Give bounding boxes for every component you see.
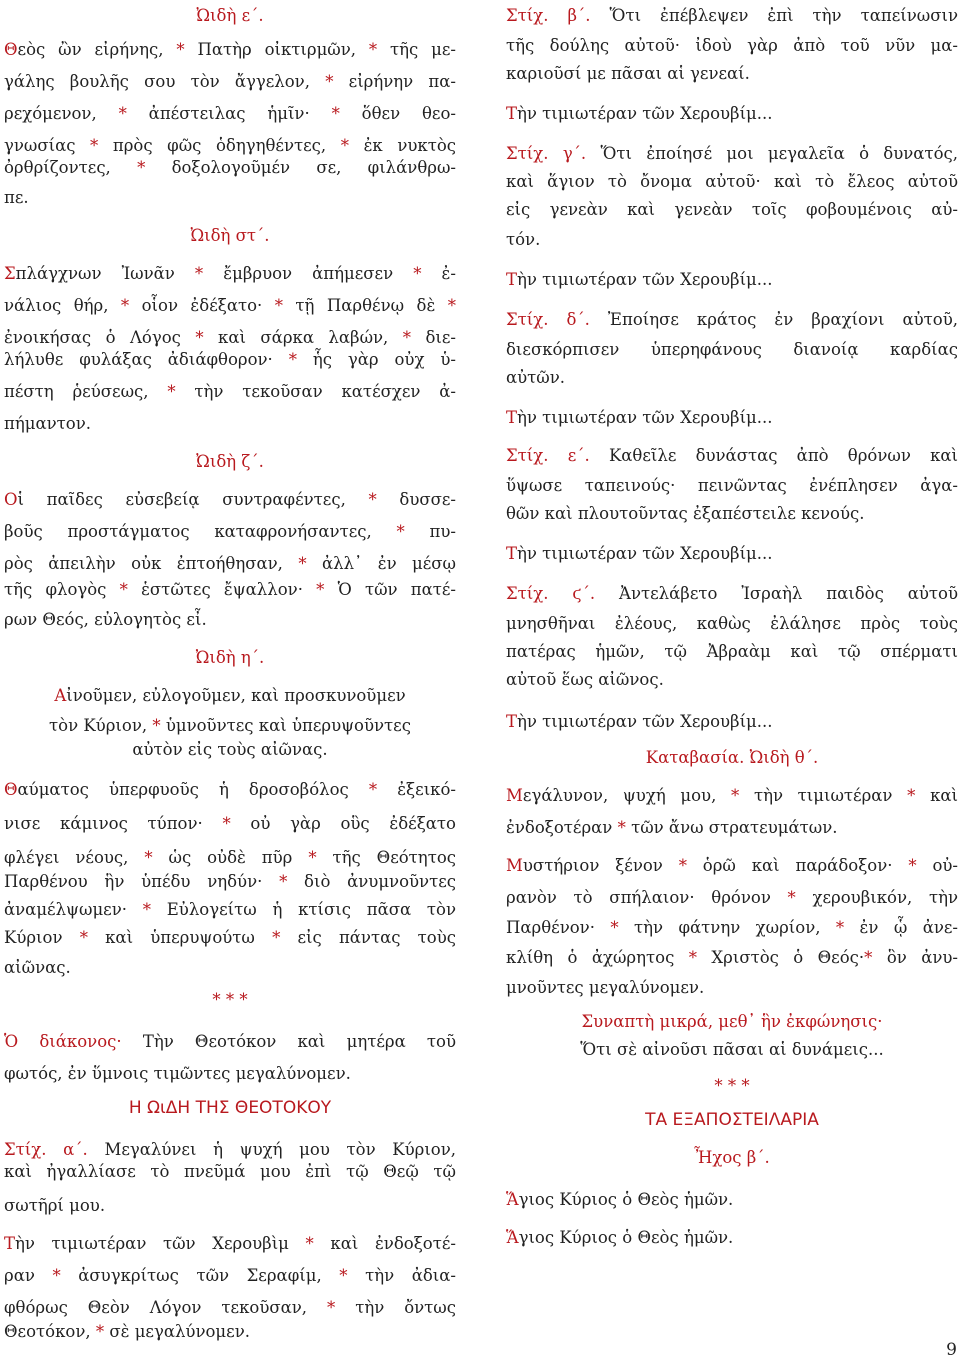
left-line (4, 382, 456, 402)
right-line: ὕψωσε ταπεινούς· πεινῶντας ἐνέπλησεν ἀγα- (506, 476, 958, 495)
rubric-text: * (90, 136, 99, 155)
left-line: Ὠιδὴ ζ΄. (196, 452, 264, 471)
right-line (506, 104, 958, 124)
text-segment: τὴν φάτνην χωρίον, (618, 918, 836, 937)
text-segment: εἰς πάντας τοὺς (280, 928, 456, 947)
rubric-text: Τ (506, 544, 518, 563)
right-line (506, 948, 958, 968)
text-segment: Μεγαλύνει ἡ ψυχή μου τὸν Κύριον, (87, 1140, 456, 1159)
rubric-text: Στίχ. ϛ΄. (506, 584, 596, 603)
text-segment: πέστη ῥεύσεως, (4, 382, 168, 401)
left-line: φωτός, ἐν ὕμνοις τιμῶντες μεγαλύνομεν. (4, 1064, 351, 1083)
text-segment: ἱ παῖδες εὐσεβείᾳ συντραφέντες, (17, 490, 369, 509)
text-segment: γιος Κύριος ὁ Θεὸς ἡμῶν. (518, 1228, 734, 1247)
right-line (506, 6, 958, 26)
text-segment: ἧς γὰρ οὐχ ὑ- (296, 350, 456, 369)
left-line (4, 72, 456, 92)
rubric-text: * (52, 1266, 61, 1285)
left-line (4, 1140, 456, 1160)
rubric-text: * (787, 888, 796, 907)
text-segment: βοῦς προστάγματος καταφρονήσαντες, (4, 522, 397, 541)
text-segment: Ὁ τῶν πατέ- (324, 580, 456, 599)
right-line (506, 856, 958, 876)
text-segment: ὀρθρίζοντες, (4, 158, 138, 177)
left-line: καὶ ἠγαλλίασε τὸ πνεῦμά μου ἐπὶ τῷ Θεῷ τῷ (4, 1162, 456, 1181)
rubric-text: Σ (4, 264, 16, 283)
rubric-text: Ἅ (506, 1228, 519, 1247)
rubric-text: * (167, 382, 176, 401)
text-segment: ἰνοῦμεν, εὐλογοῦμεν, καὶ προσκυνοῦμεν (66, 686, 406, 705)
text-segment: πρὸς φῶς ὁδηγηθέντες, (98, 136, 341, 155)
text-segment: Ὅτι ἐπέβλεψεν ἐπὶ τὴν ταπείνωσιν (590, 6, 958, 25)
rubric-text: Μ (506, 786, 523, 805)
text-segment: δυσσε- (376, 490, 457, 509)
left-line (4, 780, 456, 800)
rubric-text: * (176, 40, 185, 59)
text-segment: Παρθένου ἣν ὑπέδυ νηδύν· (4, 872, 280, 891)
left-line: Ὠιδὴ ε΄. (196, 6, 264, 25)
left-line: Ὠιδὴ η΄. (195, 648, 265, 667)
rubric-text: * (272, 928, 281, 947)
text-segment: ὴν τιμιωτέραν τῶν Χερουβίμ... (517, 712, 773, 731)
text-segment: ἑστῶτες ἔψαλλον· (127, 580, 317, 599)
text-segment: ἔμβρυον ἀπήμεσεν (203, 264, 414, 283)
rubric-text: * (908, 856, 917, 875)
left-line (4, 554, 456, 574)
right-line (506, 818, 958, 838)
left-line (4, 928, 456, 948)
right-line (506, 1228, 958, 1248)
left-line (4, 814, 456, 834)
text-segment: αύματος ὑπερφυοῦς ἡ δροσοβόλος (17, 780, 369, 799)
text-segment: ἐνοικήσας ὁ Λόγος (4, 328, 196, 347)
text-segment: νάλιος θήρ, (4, 296, 121, 315)
text-segment: ὑμνοῦντες καὶ ὑπερυψοῦντες (160, 716, 411, 735)
right-line: τῆς δούλης αὐτοῦ· ἰδοὺ γὰρ ἀπὸ τοῦ νῦν μα- (506, 36, 958, 55)
right-line: αὐτῶν. (506, 368, 566, 387)
left-line: πε. (4, 188, 29, 207)
right-line: Ὅτι σὲ αἰνοῦσι πᾶσαι αἱ δυνάμεις... (580, 1040, 884, 1059)
rubric-text: * (678, 856, 687, 875)
left-line (4, 296, 456, 316)
rubric-text: * (368, 780, 378, 799)
right-line (506, 786, 958, 806)
rubric-text: * (835, 918, 845, 937)
left-line (4, 872, 456, 892)
text-segment: γάλης βουλῆς σου τὸν ἄγγελον, (4, 72, 326, 91)
left-line: ρων Θεός, εὐλογητὸς εἶ. (4, 610, 207, 629)
text-segment: νισε κάμινος τύπον· (4, 814, 223, 833)
left-line (4, 1322, 456, 1342)
rubric-text: * (402, 328, 412, 347)
right-line (506, 446, 958, 466)
text-segment: οὐ- (916, 856, 958, 875)
text-segment: ὴν τιμιωτέραν τῶν Χερουβίμ... (517, 270, 773, 289)
rubric-text: Θ (4, 780, 18, 799)
left-line (4, 716, 456, 736)
text-segment: καὶ ὑπερυψούτω (87, 928, 273, 947)
text-segment: πυ- (404, 522, 456, 541)
left-line (4, 158, 456, 178)
text-segment: δοξολογοῦμέν σε, φιλάνθρω- (145, 158, 456, 177)
rubric-text: * (368, 40, 378, 59)
left-line (4, 848, 456, 868)
text-segment: Ἐποίησε κράτος ἐν βραχίονι αὐτοῦ, (589, 310, 958, 329)
text-segment: ρανὸν τὸ σπήλαιον· θρόνον (506, 888, 788, 907)
rubric-text: * (688, 948, 697, 967)
right-line (506, 408, 958, 428)
left-line (4, 104, 456, 124)
left-line (4, 40, 456, 60)
text-segment: λήλυθε φυλάξας ἀδιάφθορον· (4, 350, 289, 369)
left-line (4, 490, 456, 510)
text-segment: εἰρήνην πα- (333, 72, 456, 91)
left-line: αἰῶνας. (4, 958, 71, 977)
text-segment: Ἀντελάβετο Ἰσραὴλ παιδὸς αὐτοῦ (595, 584, 958, 603)
text-segment: διὸ ἀνυμνοῦντες (287, 872, 456, 891)
rubric-text: Στίχ. δ΄. (506, 310, 590, 329)
text-segment: τὸν Κύριον, (49, 716, 153, 735)
right-line: Ἦχος β΄. (694, 1148, 770, 1167)
text-segment: Καθεῖλε δυνάστας ἀπὸ θρόνων καὶ (589, 446, 958, 465)
text-segment: ἀλλ᾽ ἐν μέσῳ (306, 554, 456, 573)
rubric-text: * (396, 522, 405, 541)
rubric-text: * (447, 296, 456, 315)
text-segment: τὴν τεκοῦσαν κατέσχεν ἀ- (175, 382, 456, 401)
text-segment: ὡς οὐδὲ πῦρ (152, 848, 309, 867)
left-line (4, 522, 456, 542)
text-segment: διε- (411, 328, 456, 347)
text-segment: ὅθεν θεο- (339, 104, 456, 123)
rubric-text: * (331, 104, 340, 123)
rubric-text: * (413, 264, 422, 283)
left-line (4, 1234, 456, 1254)
right-line: καὶ ἅγιον τὸ ὄνομα αὐτοῦ· καὶ τὸ ἔλεος αὐτοῦ (506, 172, 958, 191)
rubric-text: Τ (506, 104, 518, 123)
rubric-text: * (137, 158, 146, 177)
rubric-text: * (195, 328, 204, 347)
left-line (4, 264, 456, 284)
text-segment: πλάγχνων Ἰωνᾶν (15, 264, 195, 283)
rubric-text: * (79, 928, 88, 947)
text-segment: τῆς φλογὸς (4, 580, 120, 599)
rubric-text: * (316, 580, 325, 599)
text-segment: ὴν τιμιωτέραν τῶν Χερουβὶμ (15, 1234, 306, 1253)
text-segment: εὸς ὢν εἰρήνης, (17, 40, 177, 59)
right-line: καριοῦσί με πᾶσαι αἱ γενεαί. (506, 64, 750, 83)
text-segment: τῇ Παρθένῳ δὲ (282, 296, 448, 315)
text-segment: ἀπέστειλας ἡμῖν· (126, 104, 332, 123)
right-line (506, 270, 958, 290)
rubric-text: * (120, 296, 130, 315)
rubric-text: Ἅ (506, 1190, 519, 1209)
rubric-text: * (610, 918, 619, 937)
text-segment: ἐξεικό- (377, 780, 456, 799)
text-segment: τὴν ὄντως (335, 1298, 456, 1317)
text-segment: Κύριον (4, 928, 80, 947)
right-line (506, 1190, 958, 1210)
left-line (4, 136, 456, 156)
rubric-text: * (144, 848, 153, 867)
rubric-text: Τ (506, 270, 518, 289)
right-line: μνησθῆναι ἐλέους, καθὼς ἐλάλησε πρὸς τοὺς (506, 614, 958, 633)
text-segment: ἐ- (421, 264, 456, 283)
text-segment: υστήριον ξένον (522, 856, 679, 875)
text-segment: γιος Κύριος ὁ Θεὸς ἡμῶν. (518, 1190, 734, 1209)
rubric-text: Θ (4, 40, 18, 59)
left-line (4, 1298, 456, 1318)
text-segment: Ὅτι ἐποίησέ μοι μεγαλεῖα ὁ δυνατός, (586, 144, 958, 163)
rubric-text: Ο (4, 490, 18, 509)
rubric-text: * (339, 1266, 348, 1285)
rubric-text: * (368, 490, 377, 509)
text-segment: Τὴν Θεοτόκον καὶ μητέρα τοῦ (121, 1032, 457, 1051)
left-line (4, 1266, 456, 1286)
rubric-text: Στίχ. β΄. (506, 6, 591, 25)
text-segment: τῆς με- (377, 40, 456, 59)
text-segment: ἐν ᾧ ἀνε- (844, 918, 958, 937)
rubric-text: * (222, 814, 231, 833)
left-line: Η ΩιΔΗ ΤΗΣ ΘΕΟΤΟΚΟΥ (128, 1098, 332, 1118)
rubric-text: * (95, 1322, 105, 1341)
right-line (506, 144, 958, 164)
rubric-text: Στίχ. γ΄. (506, 144, 587, 163)
text-segment: καὶ (915, 786, 958, 805)
rubric-text: Τ (4, 1234, 16, 1253)
text-segment: Παρθένον· (506, 918, 611, 937)
rubric-text: * (327, 1298, 336, 1317)
right-line: * * * (714, 1076, 750, 1095)
text-segment: εγάλυνον, ψυχή μου, (522, 786, 732, 805)
right-line: Συναπτὴ μικρά, μεθ᾽ ἣν ἐκφώνησις· (581, 1012, 883, 1031)
text-segment: χερουβικόν, τὴν (795, 888, 958, 907)
text-segment: τὴν ἀδια- (347, 1266, 456, 1285)
text-segment: σὲ μεγαλύνομεν. (104, 1322, 250, 1341)
text-segment: ὴν τιμιωτέραν τῶν Χερουβίμ... (517, 408, 773, 427)
rubric-text: * (340, 136, 349, 155)
rubric-text: * (274, 296, 283, 315)
text-segment: Πατὴρ οἰκτιρμῶν, (184, 40, 369, 59)
right-line (506, 310, 958, 330)
left-line (4, 686, 456, 706)
text-segment: Εὐλογείτω ἡ κτίσις πᾶσα τὸν (151, 900, 456, 919)
right-line: ΤΑ ΕΞΑΠΟΣΤΕΙΛΑΡΙΑ (645, 1110, 819, 1130)
text-segment: τῶν ἄνω στρατευμάτων. (625, 818, 838, 837)
text-segment: Χριστὸς ὁ Θεός· (696, 948, 865, 967)
text-segment: φλέγει νέους, (4, 848, 145, 867)
rubric-text: Μ (506, 856, 523, 875)
rubric-text: * (142, 900, 151, 919)
rubric-text: * (288, 350, 297, 369)
rubric-text: * (298, 554, 307, 573)
text-segment: καὶ σάρκα λαβών, (203, 328, 403, 347)
rubric-text: * (279, 872, 288, 891)
text-segment: κλίθη ὁ ἀχώρητος (506, 948, 689, 967)
rubric-text: * (305, 1234, 314, 1253)
rubric-text: * (731, 786, 740, 805)
left-line: * * * (212, 990, 248, 1009)
text-segment: ἐκ νυκτὸς (349, 136, 456, 155)
text-segment: οὐ γὰρ οὓς ἐδέξατο (230, 814, 456, 833)
text-segment: τῆς Θεότητος (316, 848, 456, 867)
rubric-text: Τ (506, 712, 518, 731)
rubric-text: Τ (506, 408, 518, 427)
text-segment: ὁρῶ καὶ παράδοξον· (686, 856, 909, 875)
rubric-text: Στίχ. ε΄. (506, 446, 590, 465)
left-line (4, 350, 456, 370)
right-line: αὐτοῦ ἕως αἰῶνος. (506, 670, 664, 689)
rubric-text: * (118, 104, 127, 123)
right-line: διεσκόρπισεν ὑπερηφάνους διανοίᾳ καρδίας (506, 340, 958, 359)
rubric-text: Ὁ διάκονος· (4, 1032, 122, 1051)
right-line (506, 584, 958, 604)
right-line: θῶν καὶ πλουτοῦντας ἐξαπέστειλε κενούς. (506, 504, 865, 523)
rubric-text: Α (54, 686, 67, 705)
text-segment: ρεχόμενον, (4, 104, 119, 123)
rubric-text: Στίχ. α΄. (4, 1140, 88, 1159)
text-segment: ἐνδοξοτέραν (506, 818, 618, 837)
rubric-text: * (907, 786, 916, 805)
rubric-text: * (864, 948, 873, 967)
text-segment: φθόρως Θεὸν Λόγον τεκοῦσαν, (4, 1298, 327, 1317)
text-segment: ὃν ἀνυ- (872, 948, 958, 967)
right-line (506, 544, 958, 564)
text-segment: γνωσίας (4, 136, 91, 155)
text-segment: ὴν τιμιωτέραν τῶν Χερουβίμ... (517, 104, 773, 123)
right-line (506, 918, 958, 938)
right-line: μνοῦντες μεγαλύνομεν. (506, 978, 705, 997)
text-segment: ραν (4, 1266, 53, 1285)
left-line (4, 328, 456, 348)
rubric-text: * (194, 264, 204, 283)
left-line: αὐτὸν εἰς τοὺς αἰῶνας. (132, 740, 328, 759)
right-line (506, 712, 958, 732)
text-segment: ρὸς ἀπειλὴν οὐκ ἐπτοήθησαν, (4, 554, 299, 573)
left-line: σωτῆρί μου. (4, 1196, 106, 1215)
page-number: 9 (946, 1340, 957, 1360)
right-line: πατέρας ἡμῶν, τῷ Ἀβραὰμ καὶ τῷ σπέρματι (506, 642, 958, 661)
right-line: Καταβασία. Ὠιδὴ θ΄. (645, 748, 819, 767)
right-line: τόν. (506, 230, 541, 249)
text-segment: ἀσυγκρίτως τῶν Σεραφίμ, (60, 1266, 340, 1285)
left-line (4, 1032, 456, 1052)
left-line: πήμαντον. (4, 414, 91, 433)
rubric-text: * (308, 848, 317, 867)
rubric-text: * (152, 716, 161, 735)
text-segment: ὴν τιμιωτέραν τῶν Χερουβίμ... (517, 544, 773, 563)
text-segment: ἀναμέλψωμεν· (4, 900, 143, 919)
left-line (4, 900, 456, 920)
text-segment: Θεοτόκον, (4, 1322, 96, 1341)
rubric-text: * (617, 818, 626, 837)
text-segment: καὶ ἐνδοξοτέ- (313, 1234, 456, 1253)
right-line: εἰς γενεὰν καὶ γενεὰν τοῖς φοβουμένοις αὐ- (506, 200, 958, 219)
right-line (506, 888, 958, 908)
text-segment: τὴν τιμιωτέραν (739, 786, 908, 805)
rubric-text: * (325, 72, 334, 91)
left-line (4, 580, 456, 600)
left-line: Ὠιδὴ στ΄. (190, 226, 270, 245)
text-segment: οἷον ἐδέξατο· (129, 296, 275, 315)
rubric-text: * (119, 580, 128, 599)
